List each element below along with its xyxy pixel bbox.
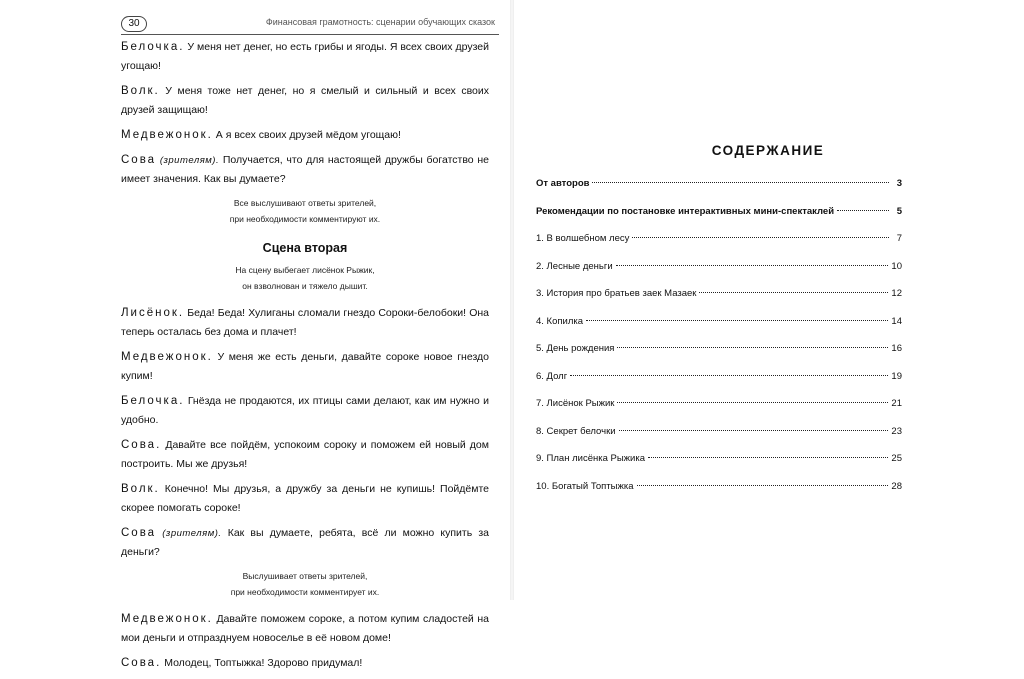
speaker-name: Сова. <box>121 439 162 451</box>
speaker-name: Сова. <box>121 657 162 669</box>
dialogue-line <box>121 82 489 120</box>
stage-direction <box>121 262 489 294</box>
stage-aside: (зрителям). <box>162 528 222 539</box>
toc-dot-leader <box>837 210 889 211</box>
dialogue-text: У меня нет денег, но есть грибы и ягоды. Я всех своих друзей угощаю! <box>121 41 489 72</box>
toc-entry-page: 21 <box>891 398 902 409</box>
play-script <box>121 38 489 679</box>
toc-entry-title: 2. Лесные деньги <box>536 260 613 272</box>
toc-entry-page: 3 <box>896 178 902 189</box>
dialogue-line <box>121 126 489 145</box>
toc-entry-page: 16 <box>891 343 902 354</box>
speaker-name: Лисёнок. <box>121 307 185 319</box>
toc-entry-title: 6. Долг <box>536 370 568 382</box>
dialogue-line <box>121 348 489 386</box>
toc-entry <box>536 343 902 371</box>
toc-dot-leader <box>648 457 888 458</box>
toc-dot-leader <box>570 375 888 376</box>
stage-direction-line: Все выслушивают ответы зрителей, <box>233 198 377 208</box>
speaker-name: Волк. <box>121 85 160 97</box>
toc-entry-title: 4. Копилка <box>536 315 584 327</box>
toc-dot-leader <box>619 430 889 431</box>
toc-entry-page: 7 <box>896 233 902 244</box>
toc-entry <box>536 453 902 481</box>
dialogue-line <box>121 38 489 76</box>
speaker-name: Белочка. <box>121 395 185 407</box>
toc-entry <box>536 178 902 206</box>
dialogue-line <box>121 610 489 648</box>
speaker-name: Медвежонок. <box>121 129 213 141</box>
toc-entry-page: 25 <box>891 453 902 464</box>
toc-entry <box>536 371 902 399</box>
dialogue-line <box>121 480 489 518</box>
toc-dot-leader <box>637 485 889 486</box>
toc-entry-title: 10. Богатый Топтыжка <box>536 480 634 492</box>
dialogue-line <box>121 654 489 673</box>
dialogue-line <box>121 524 489 562</box>
speaker-name: Белочка. <box>121 41 185 53</box>
toc-entry-title: От авторов <box>536 178 590 189</box>
dialogue-text: Молодец, Топтыжка! Здорово придумал! <box>164 657 363 669</box>
speaker-name: Сова <box>121 154 157 166</box>
toc-entry-page: 28 <box>891 480 902 492</box>
toc-dot-leader <box>617 402 888 403</box>
speaker-name: Волк. <box>121 483 160 495</box>
dialogue-text: У меня тоже нет денег, но я смелый и сильный и всех своих друзей защищаю! <box>121 85 489 116</box>
toc-entry <box>536 481 902 509</box>
speaker-name: Медвежонок. <box>121 351 213 363</box>
toc-entry-title: 8. Секрет белочки <box>536 425 616 437</box>
toc-entry-title: 1. В волшебном лесу <box>536 233 630 244</box>
stage-direction <box>121 195 489 227</box>
toc-entry <box>536 288 902 316</box>
stage-direction-line: он взволнован и тяжело дышит. <box>242 281 368 291</box>
dialogue-text: А я всех своих друзей мёдом угощаю! <box>215 129 401 141</box>
dialogue-text: Получается, что для настоящей дружбы богатство не имеет значения. Как вы думаете? <box>121 154 490 185</box>
toc-entry-title: 5. День рождения <box>536 343 615 354</box>
dialogue-line <box>121 304 489 342</box>
stage-direction <box>121 568 489 600</box>
stage-direction-line: при необходимости комментируют их. <box>229 214 381 224</box>
toc-entry-page: 10 <box>891 260 902 272</box>
toc-entry-title: 7. Лисёнок Рыжик <box>536 398 615 409</box>
stage-direction-line: Выслушивает ответы зрителей, <box>242 571 368 581</box>
dialogue-line <box>121 436 489 474</box>
toc-entry-page: 12 <box>891 288 902 299</box>
toc-entry <box>536 233 902 261</box>
toc-entry-title: 9. План лисёнка Рыжика <box>536 453 645 464</box>
stage-direction-line: На сцену выбегает лисёнок Рыжик, <box>235 265 375 275</box>
toc-entry <box>536 261 902 289</box>
toc-entry-title: Рекомендации по постановке интерактивных мини-спектаклей <box>536 205 835 217</box>
dialogue-text: Как вы думаете, ребята, всё ли можно купить за деньги? <box>121 527 490 558</box>
left-page <box>0 0 512 669</box>
toc-entry-page: 14 <box>891 315 902 327</box>
toc-title: СОДЕРЖАНИЕ <box>711 143 825 158</box>
toc-dot-leader <box>699 292 888 293</box>
dialogue-text: Конечно! Мы друзья, а дружбу за деньги не купишь! Пойдёмте скорее помогать сороке! <box>121 483 489 514</box>
toc-entry-page: 5 <box>896 205 902 217</box>
scene-title: Сцена вторая <box>262 241 348 255</box>
speaker-name: Сова <box>121 527 157 539</box>
toc-entry-title: 3. История про братьев заек Мазаек <box>536 288 697 299</box>
toc-dot-leader <box>616 265 889 266</box>
toc-entry-page: 23 <box>891 425 902 437</box>
toc-entry <box>536 316 902 344</box>
toc-dot-leader <box>592 182 889 183</box>
toc-dot-leader <box>632 237 889 238</box>
dialogue-line <box>121 392 489 430</box>
toc-entry <box>536 426 902 454</box>
table-of-contents <box>536 178 902 508</box>
dialogue-text: Гнёзда не продаются, их птицы сами делают, как им нужно и удобно. <box>121 395 490 426</box>
toc-dot-leader <box>617 347 888 348</box>
dialogue-text: Давайте поможем сороке, а потом купим сладостей на мои деньги и отпразднуем новоселье в её новом доме! <box>121 613 489 644</box>
toc-dot-leader <box>586 320 888 321</box>
running-title: Финансовая грамотность: сценарии обучающих сказок <box>265 17 495 27</box>
dialogue-text: Беда! Беда! Хулиганы сломали гнездо Сороки-белобоки! Она теперь осталась без дома и плачет! <box>121 307 489 338</box>
stage-direction-line: при необходимости комментирует их. <box>230 587 380 597</box>
toc-entry <box>536 206 902 234</box>
page-number: 30 <box>121 16 147 32</box>
toc-entry-page: 19 <box>891 370 902 382</box>
speaker-name: Медвежонок. <box>121 613 213 625</box>
toc-entry <box>536 398 902 426</box>
dialogue-text: У меня же есть деньги, давайте сороке новое гнездо купим! <box>121 351 489 382</box>
stage-aside: (зрителям). <box>159 155 220 166</box>
dialogue-line <box>121 151 489 189</box>
dialogue-text: Давайте все пойдём, успокоим сороку и поможем ей новый дом построить. Мы же друзья! <box>121 439 489 470</box>
page-header <box>121 14 499 35</box>
